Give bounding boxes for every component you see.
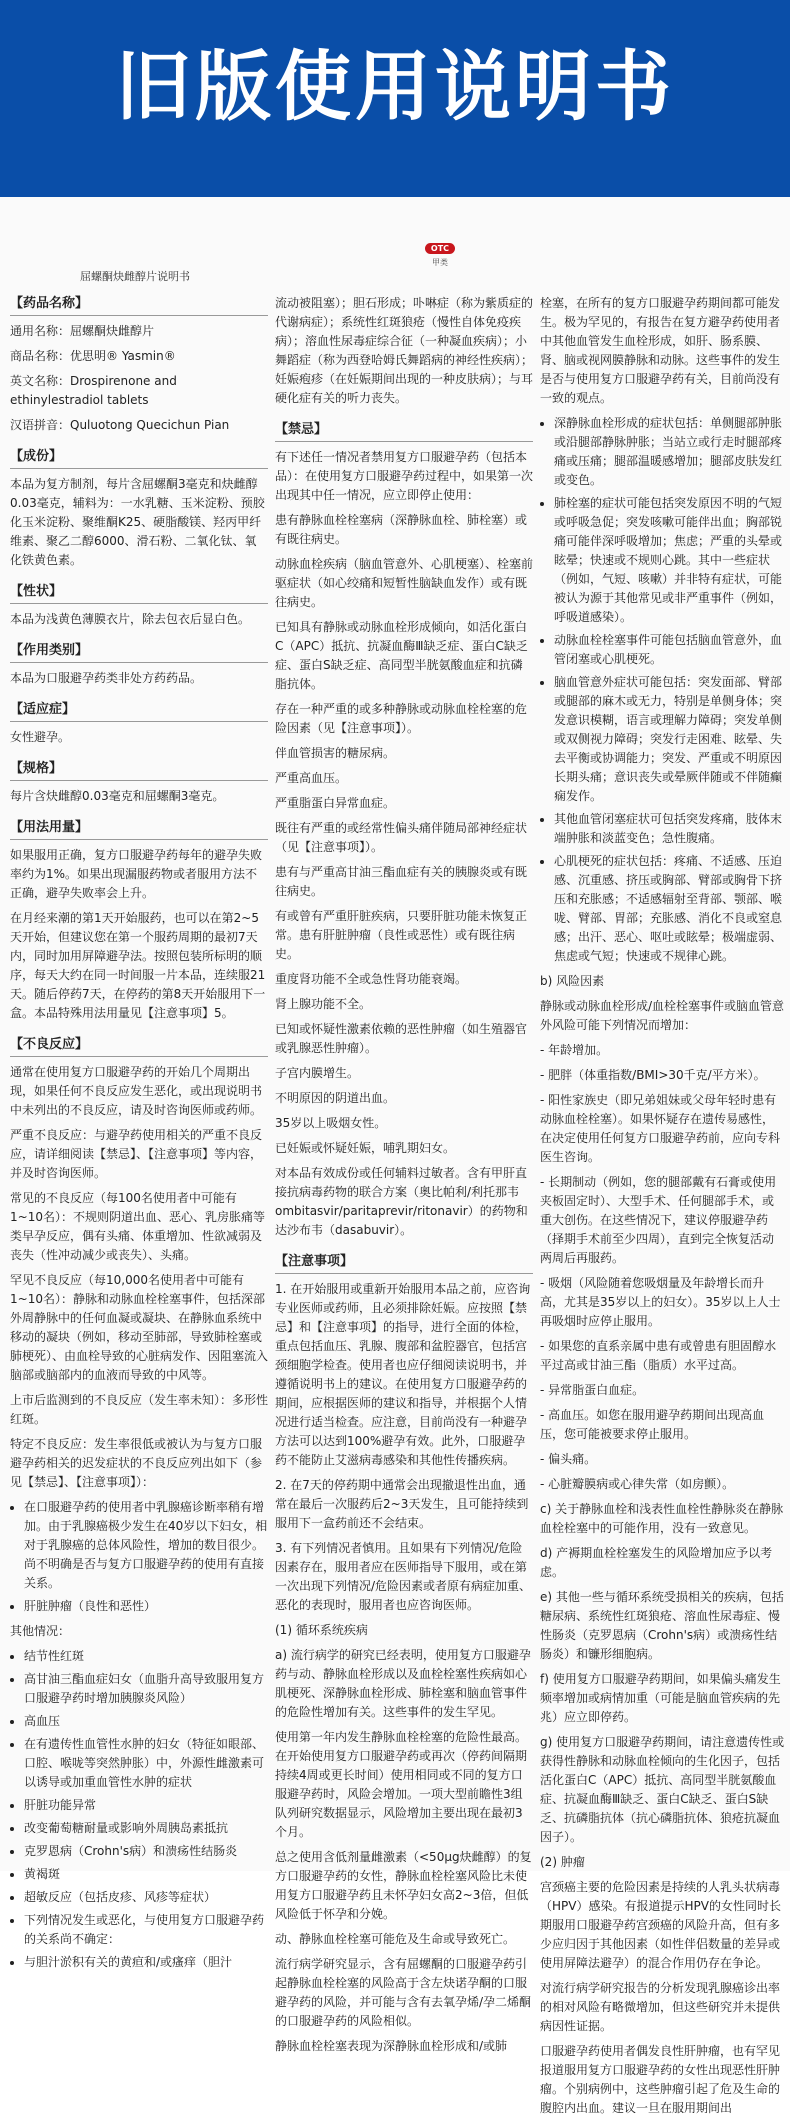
list-item: • 下列情况发生或恶化，与使用复方口服避孕药的关系尚不确定： (24, 1911, 268, 1949)
list-item: • 与胆汁淤积有关的黄疸和/或瘙痒（胆汁 (24, 1953, 268, 1972)
paragraph: 流动被阻塞）；胆石形成；卟啉症（称为紫质症的代谢病症）；系统性红斑狼疮（慢性自体免疫疾病）；溶血性尿毒症综合征（一种凝血疾病）；小舞蹈症（称为西登哈姆氏舞蹈病的神经性疾病）；妊娠疱疹（在妊娠期间出现的一种皮肤病）；与耳硬化症有关的听力丧失。 (275, 296, 534, 405)
header-banner (0, 0, 790, 197)
paragraph: 本品为复方制剂，每片含屈螺酮3毫克和炔雌醇0.03毫克，辅料为：一水乳糖、玉米淀粉、预胶化玉米淀粉、聚维酮K25、硬脂酸镁、羟丙甲纤维素、聚乙二醇6000、滑石粉、二氧化钛、氧化铁黄色素。 (10, 477, 265, 567)
list-item: • 肺栓塞的症状可能包括突发原因不明的气短或呼吸急促；突发咳嗽可能伴出血；胸部锐痛可能伴深呼吸增加；焦虑；严重的头晕或眩晕；快速或不规则心跳。其中一些症状（例如，气短、咳嗽）并非特有症状，可能被认为源于其他常见或非严重事件（例如，呼吸道感染）。 (554, 494, 785, 627)
document-title: 屈螺酮炔雌醇片说明书 (80, 270, 190, 283)
paragraph: 上市后监测到的不良反应（发生率未知）：多形性红斑。 (10, 1393, 269, 1426)
paragraph: 本品为浅黄色薄膜衣片，除去包衣后显白色。 (10, 612, 251, 626)
risk-item: - 肥胖（体重指数/BMI>30千克/平方米）。 (540, 1068, 766, 1082)
list-item: • 克罗恩病（Crohn's病）和溃疡性结肠炎 (24, 1842, 268, 1861)
banner-title: 旧版使用说明书 (115, 42, 675, 131)
paragraph: d) 产褥期血栓栓塞发生的风险增加应予以考虑。 (540, 1546, 773, 1579)
subheading: b) 风险因素 (540, 974, 605, 988)
list-item: • 肝脏肿瘤（良性和恶性） (24, 1597, 268, 1616)
risk-item: - 心脏瓣膜病或心律失常（如房颤）。 (540, 1477, 735, 1491)
risk-item: - 吸烟（风险随着您吸烟量及年龄增长而升高，尤其是35岁以上的妇女）。35岁以上人士再吸烟时应停止服用。 (540, 1276, 781, 1328)
contra-item: 既往有严重的或经常性偏头痛伴随局部神经症状（见【注意事项】）。 (275, 821, 528, 854)
paragraph: f) 使用复方口服避孕药期间，如果偏头痛发生频率增加或病情加重（可能是脑血管疾病的先兆）应立即停药。 (540, 1672, 781, 1724)
paragraph: 1. 在开始服用或重新开始服用本品之前，应咨询专业医师或药师，且必须排除妊娠。应按照【禁忌】和【注意事项】的指导，进行全面的体检，重点包括血压、乳腺、腹部和盆腔器官，包括宫颈细胞学检查。使用者也应仔细阅读说明书，并遵循说明书上的建议。在使用复方口服避孕药的期间，应根据医师的建议和指导，并根据个人情况进行适当检查。应注意，目前尚没有一种避孕方法可以达到100%避孕有效。此外，口服避孕药不能防止艾滋病毒感染和其他性传播疾病。 (275, 1282, 531, 1467)
contra-item: 已知或怀疑性激素依赖的恶性肿瘤（如生殖器官或乳腺恶性肿瘤）。 (275, 1022, 528, 1055)
section-heading: 【不良反应】 (10, 1035, 268, 1057)
paragraph: 总之使用含低剂量雌激素（<50μg炔雌醇）的复方口服避孕药的女性，静脉血栓栓塞风险比未使用复方口服避孕药且未怀孕妇女高2~3倍，但低风险低于怀孕和分娩。 (275, 1850, 532, 1921)
contra-item: 有或曾有严重肝脏疾病，只要肝脏功能未恢复正常。患有肝脏肿瘤（良性或恶性）或有既往病史。 (275, 909, 528, 961)
risk-item: - 年龄增加。 (540, 1043, 609, 1057)
contra-item: 肾上腺功能不全。 (275, 997, 372, 1011)
section-heading: 【药品名称】 (10, 294, 268, 316)
paragraph: 3. 有下列情况者慎用。且如果有下列情况/危险因素存在，服用者应在医师指导下服用，或在第一次出现下列情况/危险因素或者原有病症加重、恶化的表现时，服用者也应咨询医师。 (275, 1541, 532, 1612)
paragraph: 静脉血栓栓塞表现为深静脉血栓形成和/或肺 (275, 2039, 508, 2053)
list-item: • 深静脉血栓形成的症状包括：单侧腿部肿胀或沿腿部静脉肿胀；当站立或行走时腿部疼痛或压痛；腿部温暖感增加；腿部皮肤发红或变色。 (554, 414, 785, 490)
paragraph: 通常在使用复方口服避孕药的开始几个周期出现，如果任何不良反应发生恶化，或出现说明书中未列出的不良反应，请及时咨询医师或药师。 (10, 1065, 263, 1117)
column-3 (540, 294, 785, 2124)
paragraph: 本品为口服避孕药类非处方药药品。 (10, 671, 203, 685)
risk-item: - 长期制动（例如，您的腿部戴有石膏或使用夹板固定时）、大型手术、任何腿部手术，或重大创伤。在这些情况下，建议停服避孕药（择期手术前至少四周），直到完全恢复活动两周后再服药。 (540, 1175, 777, 1265)
section-heading: 【作用类别】 (10, 641, 268, 663)
otc-category: 甲类 (432, 258, 448, 267)
contra-item: 严重脂蛋白异常血症。 (275, 796, 396, 810)
list-item: • 黄褐斑 (24, 1865, 268, 1884)
paragraph: g) 使用复方口服避孕药期间，请注意遗传性或获得性静脉和动脉血栓倾向的生化因子，包括活化蛋白C（APC）抵抗、高同型半胱氨酸血症、抗凝血酶Ⅲ缺乏、蛋白C缺乏、蛋白S缺乏、抗磷脂抗体（抗心磷脂抗体、狼疮抗凝血因子）。 (540, 1735, 785, 1844)
list-item: • 其他血管闭塞症状可包括突发疼痛，肢体末端肿胀和淡蓝变色；急性腹痛。 (554, 810, 785, 848)
subheading: (2) 肿瘤 (540, 1855, 585, 1869)
list-item: • 改变葡萄糖耐量或影响外周胰岛素抵抗 (24, 1819, 268, 1838)
paragraph: c) 关于静脉血栓和浅表性血栓性静脉炎在静脉血栓栓塞中的可能作用，没有一致意见。 (540, 1502, 784, 1535)
paragraph: 常见的不良反应（每100名使用者中可能有1~10名）：不规则阴道出血、恶心、乳房胀痛等类早孕反应，偶有头痛、体重增加、性欲减弱及丧失（性冲动减少或丧失）、头痛。 (10, 1191, 265, 1262)
paragraph: 特定不良反应：发生率很低或被认为与复方口服避孕药相关的迟发症状的不良反应列出如下（参见【禁忌】、【注意事项】）： (10, 1437, 263, 1489)
paragraph: 每片含炔雌醇0.03毫克和屈螺酮3毫克。 (10, 789, 225, 803)
bullet-list (10, 1647, 268, 1972)
section-heading: 【注意事项】 (275, 1252, 533, 1274)
name-line: 商品名称：优思明® Yasmin® (10, 349, 176, 363)
paragraph: 使用第一年内发生静脉血栓栓塞的危险性最高。在开始使用复方口服避孕药或再次（停药间隔期持续4周或更长时间）使用相同或不同的复方口服避孕药时，风险会增加。一项大型前瞻性3组队列研究数据显示，风险增加主要出现在最初3个月。 (275, 1730, 528, 1839)
contra-item: 不明原因的阴道出血。 (275, 1091, 396, 1105)
list-item: • 动脉血栓栓塞事件可能包括脑血管意外，血管闭塞或心肌梗死。 (554, 631, 785, 669)
contra-item: 35岁以上吸烟女性。 (275, 1116, 387, 1130)
otc-logo (420, 236, 460, 268)
contra-item: 患有静脉血栓栓塞病（深静脉血栓、肺栓塞）或有既往病史。 (275, 513, 528, 546)
list-item: • 心肌梗死的症状包括：疼痛、不适感、压迫感、沉重感、挤压或胸部、臂部或胸骨下挤压和充胀感；不适感辐射至背部、颚部、喉咙、臂部、胃部；充胀感、消化不良或窒息感；出汗、恶心、呕吐或眩晕；极端虚弱、焦虑或气短；快速或不规律心跳。 (554, 852, 785, 966)
paragraph: 动、静脉血栓栓塞可能危及生命或导致死亡。 (275, 1932, 516, 1946)
subheading: (1) 循环系统疾病 (275, 1623, 368, 1637)
contra-item: 动脉血栓疾病（脑血管意外、心肌梗塞）、栓塞前驱症状（如心绞痛和短暂性脑缺血发作）或有既往病史。 (275, 557, 534, 609)
risk-item: - 如果您的直系亲属中患有或曾患有胆固醇水平过高或甘油三酯（脂质）水平过高。 (540, 1339, 777, 1372)
paragraph: 女性避孕。 (10, 730, 71, 744)
paragraph: 其他情况： (10, 1624, 71, 1638)
list-item: • 高血压 (24, 1712, 268, 1731)
paragraph: 静脉或动脉血栓形成/血栓栓塞事件或脑血管意外风险可能下列情况而增加： (540, 999, 785, 1032)
contra-item: 严重高血压。 (275, 771, 348, 785)
section-heading: 【适应症】 (10, 700, 268, 722)
risk-item: - 偏头痛。 (540, 1452, 597, 1466)
list-item: • 肝脏功能异常 (24, 1796, 268, 1815)
list-item: • 在有遗传性血管性水肿的妇女（特征如眼部、口腔、喉咙等突然肿胀）中，外源性雌激素可以诱导或加重血管性水肿的症状 (24, 1735, 268, 1792)
contra-item: 对本品有效成份或任何辅料过敏者。含有甲肝直接抗病毒药物的联合方案（奥比帕利/利托那韦 ombitasvir/paritaprevir/ritonavir）的药物和达沙布韦（dasabuvir）。 (275, 1166, 528, 1237)
contra-item: 已知具有静脉或动脉血栓形成倾向，如活化蛋白C（APC）抵抗、抗凝血酶Ⅲ缺乏症、蛋白C缺乏症、蛋白S缺乏症、高同型半胱氨酸血症和抗磷脂抗体。 (275, 620, 528, 691)
list-item: • 超敏反应（包括皮疹、风疹等症状） (24, 1888, 268, 1907)
contra-item: 伴血管损害的糖尿病。 (275, 746, 396, 760)
contra-item: 子宫内膜增生。 (275, 1066, 360, 1080)
otc-badge: OTC (425, 243, 455, 254)
risk-item: - 阳性家族史（即兄弟姐妹或父母年轻时患有动脉血栓栓塞）。如果怀疑存在遗传易感性，在决定使用任何复方口服避孕药前，应向专科医生咨询。 (540, 1093, 781, 1164)
paragraph: 2. 在7天的停药期中通常会出现撤退性出血，通常在最后一次服药后2~3天发生，且可能持续到服用下一盒药前还不会结束。 (275, 1478, 529, 1530)
name-line: 英文名称：Drospirenone and ethinylestradiol tablets (10, 374, 177, 407)
paragraph: 宫颈癌主要的危险因素是持续的人乳头状病毒（HPV）感染。有报道提示HPV的女性同时长期服用口服避孕药宫颈癌的风险升高，但有多少应归因于其他因素（如性伴侣数量的差异或使用屏障法避孕）的混合作用仍存在争论。 (540, 1880, 781, 1970)
section-heading: 【性状】 (10, 582, 268, 604)
column-2 (275, 294, 533, 2062)
paragraph: e) 其他一些与循环系统受损相关的疾病，包括糖尿病、系统性红斑狼疮、溶血性尿毒症、慢性肠炎（克罗恩病（Crohn's病）或溃疡性结肠炎）和镰形细胞病。 (540, 1590, 784, 1661)
risk-item: - 异常脂蛋白血症。 (540, 1383, 645, 1397)
paragraph: 在月经来潮的第1天开始服药，也可以在第2~5天开始，但建议您在第一个服药周期的最初7天内，同时加用屏障避孕法。按照包装所标明的顺序，每天大约在同一时间服一片本品，连续服21天。随后停药7天，在停药的第8天开始服用下一盒。本品特殊用法用量见【注意事项】5。 (10, 911, 266, 1020)
bullet-list (10, 1498, 268, 1616)
section-heading: 【规格】 (10, 759, 268, 781)
section-heading: 【成份】 (10, 447, 268, 469)
paragraph: 罕见不良反应（每10,000名使用者中可能有1~10名）：静脉和动脉血栓栓塞事件，包括深部外周静脉中的任何血凝或凝块、在静脉血系统中移动的凝块（例如，移动至肺部，导致肺栓塞或肺梗死）、由血栓导致的心脏病发作、因阻塞流入脑部或脑部内的血液而导致的中风等。 (10, 1273, 269, 1382)
name-line: 汉语拼音：Quluotong Quecichun Pian (10, 418, 230, 432)
paragraph: 严重不良反应：与避孕药使用相关的严重不良反应，请详细阅读【禁忌】、【注意事项】等内容，并及时咨询医师。 (10, 1128, 263, 1180)
paragraph: a) 流行病学的研究已经表明，使用复方口服避孕药与动、静脉血栓形成以及血栓栓塞性疾病如心肌梗死、深静脉血栓形成、肺栓塞和脑血管事件的危险性增加有关。这些事件的发生罕见。 (275, 1648, 531, 1719)
paragraph: 对流行病学研究报告的分析发现乳腺癌诊出率的相对风险有略微增加，但这些研究并未提供病因性证据。 (540, 1981, 781, 2033)
column-1 (10, 294, 268, 1978)
bullet-list (540, 414, 785, 966)
contra-item: 患有与严重高甘油三酯血症有关的胰腺炎或有既往病史。 (275, 865, 528, 898)
paragraph: 如果服用正确，复方口服避孕药每年的避孕失败率约为1%。如果出现漏服药物或者服用方法不正确，避孕失败率会上升。 (10, 848, 263, 900)
section-heading: 【禁忌】 (275, 420, 533, 442)
contra-item: 存在一种严重的或多种静脉或动脉血栓栓塞的危险因素（见【注意事项】）。 (275, 702, 528, 735)
name-line: 通用名称：屈螺酮炔雌醇片 (10, 324, 155, 338)
paragraph: 有下述任一情况者禁用复方口服避孕药（包括本品）：在使用复方口服避孕药过程中，如果第一次出现其中任一情况，应立即停止使用： (275, 450, 534, 502)
list-item: • 结节性红斑 (24, 1647, 268, 1666)
risk-item: - 高血压。如您在服用避孕药期间出现高血压，您可能被要求停止服用。 (540, 1408, 765, 1441)
contra-item: 已妊娠或怀疑妊娠，哺乳期妇女。 (275, 1141, 456, 1155)
paragraph: 流行病学研究显示，含有屈螺酮的口服避孕药引起静脉血栓栓塞的风险高于含左炔诺孕酮的口服避孕药的风险，并可能与含有去氧孕烯/孕二烯酮的口服避孕药的风险相似。 (275, 1957, 532, 2028)
list-item: • 脑血管意外症状可能包括：突发面部、臂部或腿部的麻木或无力，特别是单侧身体；突发意识模糊，语言或理解力障碍；突发单侧或双侧视力障碍；突发行走困难、眩晕、失去平衡或协调能力；突发、严重或不明原因长期头痛；意识丧失或晕厥伴随或不伴随癫痫发作。 (554, 673, 785, 806)
paragraph: 栓塞，在所有的复方口服避孕药期间都可能发生。极为罕见的，有报告在复方避孕药使用者中其他血管发生血栓形成，如肝、肠系膜、肾、脑或视网膜静脉和动脉。这些事件的发生是否与使用复方口服避孕药有关，目前尚没有一致的观点。 (540, 296, 781, 405)
contra-item: 重度肾功能不全或急性肾功能衰竭。 (275, 972, 468, 986)
list-item: • 高甘油三酯血症妇女（血脂升高导致服用复方口服避孕药时增加胰腺炎风险） (24, 1670, 268, 1708)
paragraph: 口服避孕药使用者偶发良性肝肿瘤，也有罕见报道服用复方口服避孕药的女性出现恶性肝肿瘤。个别病例中，这些肿瘤引起了危及生命的腹腔内出血。建议一旦在服用期间出 (540, 2044, 781, 2115)
list-item: • 在口服避孕药的使用者中乳腺癌诊断率稍有增加。由于乳腺癌极少发生在40岁以下妇女，相对于乳腺癌的总体风险性，增加的数目很少。尚不明确是否与复方口服避孕药的使用有直接关系。 (24, 1498, 268, 1593)
section-heading: 【用法用量】 (10, 818, 268, 840)
